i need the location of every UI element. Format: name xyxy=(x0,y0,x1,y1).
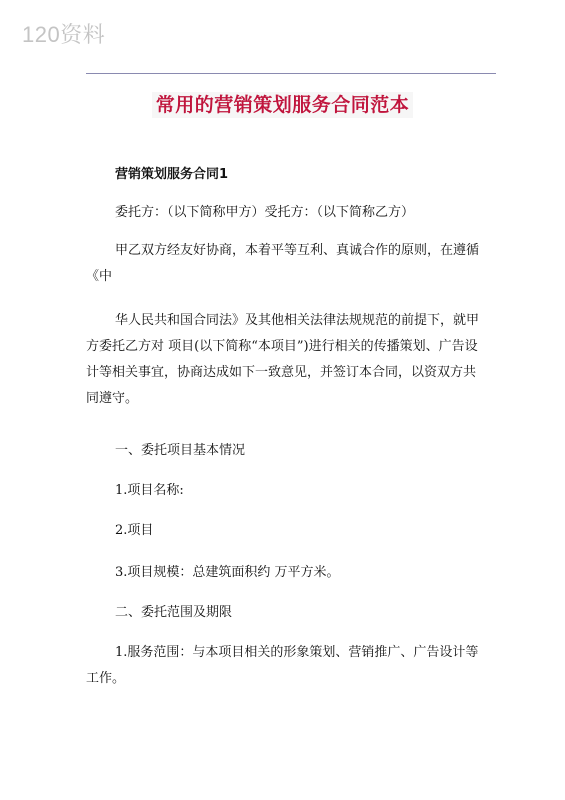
clause-item-2: 2.项目 xyxy=(115,523,154,538)
clause-heading-2: 二、委托范围及期限 xyxy=(115,605,233,620)
clause-item-1: 1.项目名称: xyxy=(115,483,184,498)
clause-item-service-scope: 1.服务范围：与本项目相关的形象策划、营销推广、广告设计等工作。 xyxy=(86,645,479,686)
clause-heading-1: 一、委托项目基本情况 xyxy=(115,443,246,458)
paragraph-intro: 甲乙双方经友好协商，本着平等互利、真诚合作的原则，在遵循《中 xyxy=(86,243,480,284)
document-title xyxy=(0,90,565,117)
document-title-text: 常用的营销策划服务合同范本 xyxy=(152,92,414,118)
paragraph-purpose: 华人民共和国合同法》及其他相关法律法规规范的前提下，就甲方委托乙方对 项目(以下简称“本项目”)进行相关的传播策划、广告设计等相关事宜，协商达成如下一致意见，并签订本合同，以资双方共同遵守。 xyxy=(86,313,480,406)
header-divider xyxy=(86,73,496,74)
section-heading: 营销策划服务合同1 xyxy=(115,167,229,182)
watermark-logo: 120资料 xyxy=(22,22,106,47)
clause-item-3: 3.项目规模：总建筑面积约 万平方米。 xyxy=(115,565,340,580)
paragraph-parties: 委托方：（以下简称甲方）受托方：（以下简称乙方） xyxy=(115,205,415,220)
